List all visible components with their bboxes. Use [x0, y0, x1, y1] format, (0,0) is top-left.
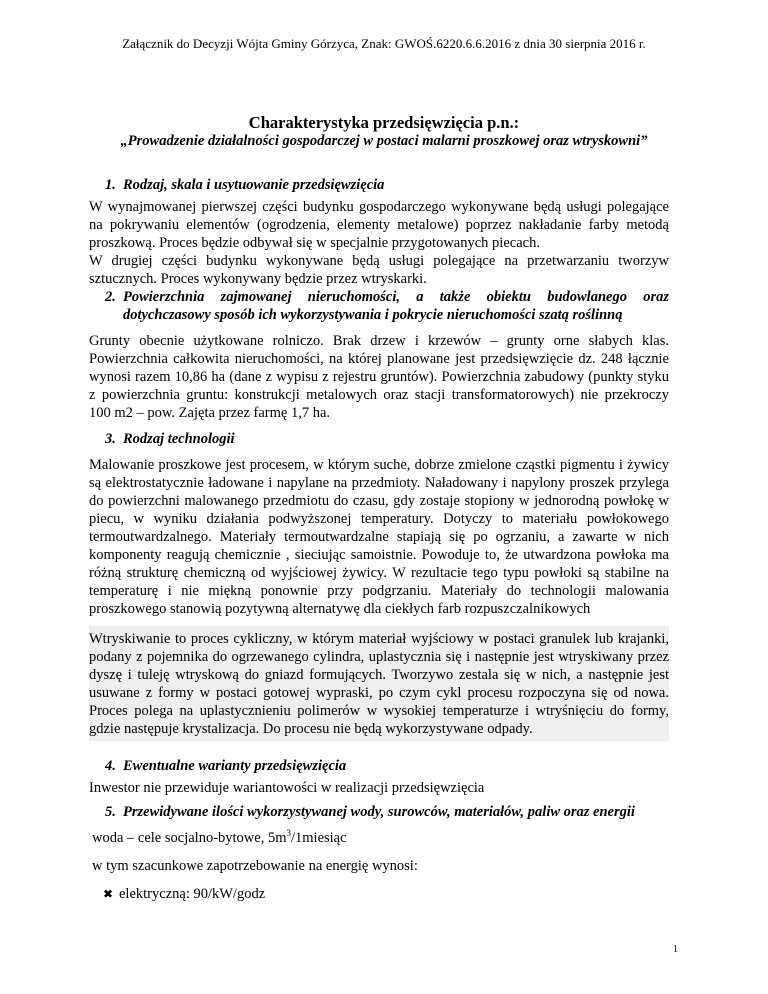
- page-header: Załącznik do Decyzji Wójta Gminy Górzyca, Znak: GWOŚ.6220.6.6.2016 z dnia 30 sierpnia 2016 r.: [122, 36, 646, 51]
- document-title: Charakterystyka przedsięwzięcia p.n.:: [248, 113, 520, 132]
- energy-intro-line: w tym szacunkowe zapotrzebowanie na energię wynosi:: [92, 858, 418, 874]
- section-4-heading: 4. Ewentualne warianty przedsięwzięcia: [105, 758, 347, 774]
- section-3-paragraph-1: Malowanie proszkowe jest procesem, w którym suche, dobrze zmielone cząstki pigmentu i żywicy są elektrostatycznie ładowane i napylane na przedmioty. Naładowany i napylony proszek przylega do powierzchni malowanego przedmiotu do czasu, gdy zostaje stopiony w jednorodną powłokę w piecu, w wyniku działania podwyższonej temperatury. Dotyczy to materiału powłokowego termoutwardzalnego. Materiały termoutwardzalne stapiają się po ogrzaniu, a zawarte w nich komponenty reagują chemicznie , sieciując samoistnie. Powoduje to, że utwardzona powłoka ma różną strukturę chemiczną od wyjściowej żywicy. W rezultacie tego typu powłoki są stabilne na temperaturę i nie miękną ponownie przy podgrzaniu. Materiały do technologii malowania proszkowego stanowią pozytywną alternatywę dla ciekłych farb rozpuszczalnikowych: [89, 457, 669, 617]
- energy-list-item: ✖ elektryczną: 90/kW/godz: [103, 886, 266, 902]
- section-4-paragraph: Inwestor nie przewiduje wariantowości w realizacji przedsięwzięcia: [89, 780, 485, 796]
- section-5-heading: 5. Przewidywane ilości wykorzystywanej wody, surowców, materiałów, paliw oraz energii: [105, 804, 635, 820]
- section-3-heading: 3. Rodzaj technologii: [105, 431, 235, 447]
- section-1-paragraph-2: W drugiej części budynku wykonywane będą usługi polegające na przetwarzaniu tworzyw sztucznych. Proces wykonywany będzie przez wtryskarki.: [89, 253, 669, 287]
- section-3-paragraph-2: Wtryskiwanie to proces cykliczny, w którym materiał wyjściowy w postaci granulek lub krajanki, podany z pojemnika do ogrzewanego cylindra, uplastycznia się i następnie jest wtryskiwany przez dyszę i tuleję wtryskową do gniazd formujących. Tworzywo zestala się w nich, a następnie jest usuwane z formy w postaci gotowej wypraski, po czym cykl procesu rozpoczyna się od nowa. Proces polega na uplastycznieniu polimerów w wysokiej temperaturze i wtryśnięciu do formy, gdzie następuje krystalizacja. Do procesu nie będą wykorzystywane odpady.: [89, 626, 669, 741]
- section-2-heading: 2. Powierzchnia zajmowanej nieruchomości, a także obiektu budowlanego oraz dotychczasowy sposób ich wykorzystywania i pokrycie nieruchomości szatą roślinną: [105, 289, 669, 323]
- section-2-paragraph: Grunty obecnie użytkowane rolniczo. Brak drzew i krzewów – grunty orne słabych klas. Powierzchnia całkowita nieruchomości, na której planowane jest przedsięwzięcie dz. 248 łącznie wynosi razem 10,86 ha (dane z wypisu z rejestru gruntów). Powierzchnia zabudowy (punkty styku z powierzchnia gruntu: konstrukcji metalowych oraz stacji transformatorowych) nie przekroczy 100 m2 – pow. Zajęta przez farmę 1,7 ha.: [89, 333, 669, 421]
- water-usage-line: woda – cele socjalno-bytowe, $5m^3/1miesiąc$: [92, 828, 347, 846]
- page-number: 1: [673, 944, 678, 955]
- section-1-heading: 1. Rodzaj, skala i usytuowanie przedsięwzięcia: [105, 177, 385, 193]
- document-body: [89, 176, 669, 903]
- section-1-paragraph-1: W wynajmowanej pierwszej części budynku gospodarczego wykonywane będą usługi polegające na pokrywaniu elementów (ogrodzenia, elementy metalowe) poprzez nakładanie farby metodą proszkową. Proces będzie odbywał się w specjalnie przygotowanych piecach.: [89, 199, 669, 251]
- x-mark-bullet-icon: ✖: [103, 887, 114, 901]
- document-subtitle: „Prowadzenie działalności gospodarczej w postaci malarni proszkowej oraz wtryskowni”: [120, 133, 648, 149]
